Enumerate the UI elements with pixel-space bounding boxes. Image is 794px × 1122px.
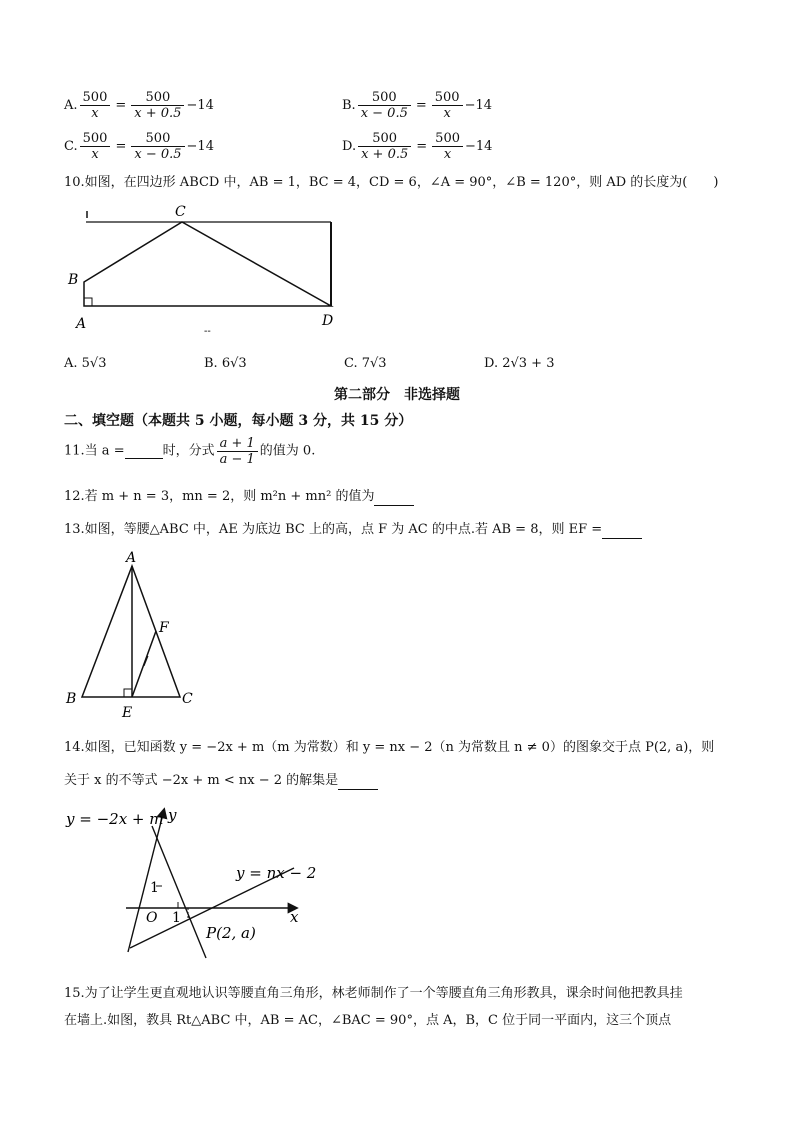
fraction: $\frac{a + 1}{a - 1}$ xyxy=(217,436,258,467)
label-f2: y = nx − 2 xyxy=(236,864,317,882)
label-c: C xyxy=(175,204,186,220)
line-f1 xyxy=(152,826,206,958)
q10-figure xyxy=(64,198,354,338)
label-b: B xyxy=(66,691,77,707)
fraction: $\frac{500}{x}$ xyxy=(80,90,111,121)
q9-option-d: D. $\frac{500}{x + 0.5}$ = $\frac{500}{x}$ −14 xyxy=(342,131,493,162)
label-x-one: 1 xyxy=(172,910,181,926)
right-angle-mark xyxy=(124,689,132,697)
label-a: A xyxy=(76,316,87,332)
fraction: $\frac{500}{x - 0.5}$ xyxy=(358,90,411,121)
q9-option-a: A. $\frac{500}{x}$ = $\frac{500}{x + 0.5}$ −14 xyxy=(64,90,214,121)
fraction: $\frac{500}{x}$ xyxy=(432,90,463,121)
q10-option-d: D. 2√3 + 3 xyxy=(484,356,555,371)
q13-question: 13.如图，等腰△ABC 中，AE 为底边 BC 上的高，点 F 为 AC 的中点.若 AB = 8，则 EF = xyxy=(64,521,642,539)
answer-blank[interactable] xyxy=(374,491,414,506)
label-d: D xyxy=(322,313,334,329)
label-x: x xyxy=(290,908,299,926)
right-angle-mark xyxy=(84,298,92,306)
fraction: $\frac{500}{x}$ xyxy=(432,131,463,162)
q15-question-line2: 在墙上.如图，教具 Rt△ABC 中，AB = AC，∠BAC = 90°，点 A，B，C 位于同一平面内，这三个顶点 xyxy=(64,1013,672,1028)
label-c: C xyxy=(182,691,193,707)
segment-ef xyxy=(132,631,156,697)
label-f1: y = −2x + m xyxy=(66,810,164,828)
q10-option-b: B. 6√3 xyxy=(204,356,247,371)
q14-figure xyxy=(64,802,324,967)
q14-question-line1: 14.如图，已知函数 y = −2x + m（m 为常数）和 y = nx − 2（n 为常数且 n ≠ 0）的图象交于点 P(2, a)，则 xyxy=(64,740,715,755)
q12-question: 12.若 m + n = 3，mn = 2，则 m²n + mn² 的值为 xyxy=(64,488,414,506)
label-e: E xyxy=(122,705,133,721)
q10-question: 10.如图，在四边形 ABCD 中，AB = 1，BC = 4，CD = 6，∠A = 90°，∠B = 120°，则 AD 的长度为( ) xyxy=(64,175,719,190)
q9-option-b: B. $\frac{500}{x - 0.5}$ = $\frac{500}{x}$ −14 xyxy=(342,90,493,121)
section2-title: 二、填空题（本题共 5 小题，每小题 3 分，共 15 分） xyxy=(64,413,413,429)
fraction: $\frac{500}{x}$ xyxy=(80,131,111,162)
q13-figure xyxy=(64,548,214,723)
label-y-one: 1 xyxy=(150,880,159,896)
label-f: F xyxy=(159,620,169,636)
fraction: $\frac{500}{x + 0.5}$ xyxy=(131,90,184,121)
q10-option-c: C. 7√3 xyxy=(344,356,387,371)
stray-mark: -- xyxy=(204,326,211,337)
part2-title: 第二部分 非选择题 xyxy=(334,387,460,403)
fraction: $\frac{500}{x + 0.5}$ xyxy=(358,131,411,162)
answer-blank[interactable] xyxy=(602,524,642,539)
label-a: A xyxy=(126,550,137,566)
label-b: B xyxy=(68,272,79,288)
q11-question: 11.当 a = 时，分式 $\frac{a + 1}{a - 1}$ 的值为 0. xyxy=(64,436,316,467)
q9-option-c: C. $\frac{500}{x}$ = $\frac{500}{x - 0.5}$ −14 xyxy=(64,131,214,162)
fraction: $\frac{500}{x - 0.5}$ xyxy=(131,131,184,162)
q15-question-line1: 15.为了让学生更直观地认识等腰直角三角形，林老师制作了一个等腰直角三角形教具，课余时间他把教具挂 xyxy=(64,986,683,1001)
answer-blank[interactable] xyxy=(125,444,163,459)
q14-question-line2: 关于 x 的不等式 −2x + m < nx − 2 的解集是 xyxy=(64,772,378,790)
label-origin: O xyxy=(146,910,158,926)
quadrilateral-abcd xyxy=(84,222,331,306)
q10-option-a: A. 5√3 xyxy=(64,356,107,371)
label-p: P(2, a) xyxy=(206,924,256,942)
answer-blank[interactable] xyxy=(338,775,378,790)
label-y: y xyxy=(168,806,177,824)
